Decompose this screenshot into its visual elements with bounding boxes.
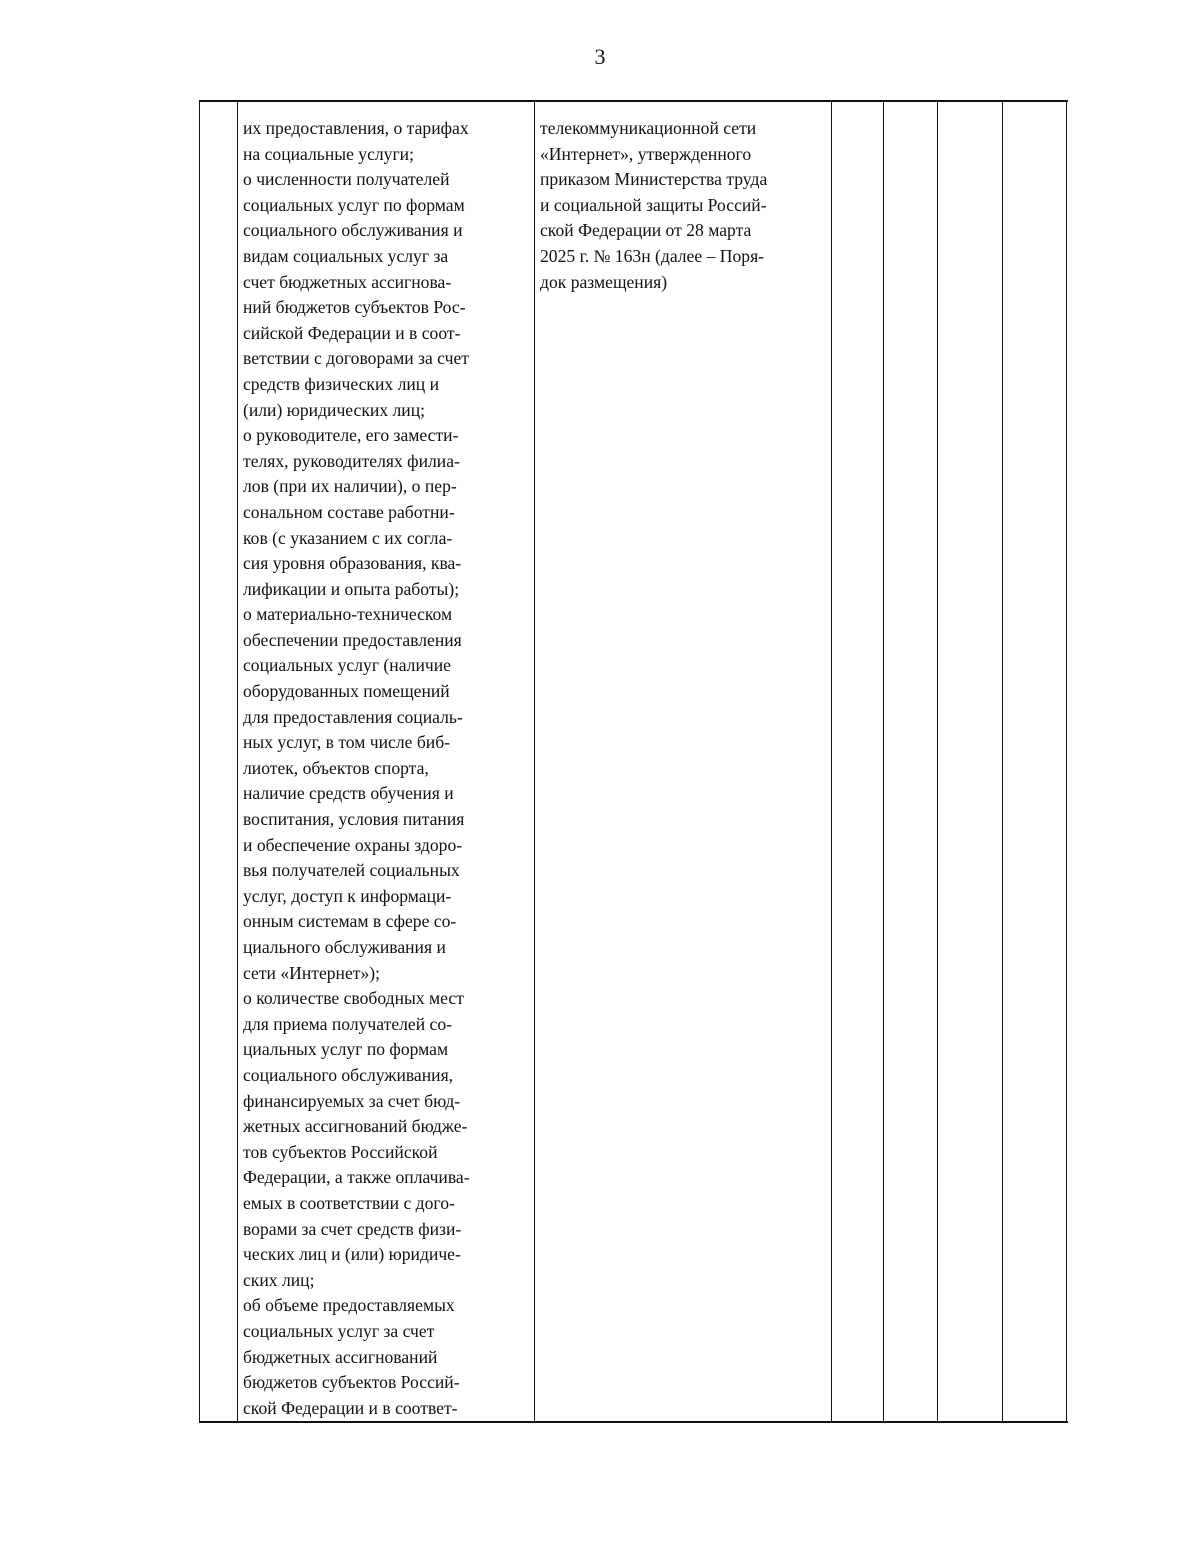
text-line: онным системам в сфере со-	[243, 911, 457, 932]
text-line: циального обслуживания и	[243, 937, 446, 957]
text-line: ний бюджетов субъектов Рос-	[243, 297, 466, 318]
text-line: жетных ассигнований бюдже-	[243, 1116, 468, 1137]
text-line: 2025 г. № 163н (далее – Поря-	[540, 245, 765, 266]
text-line: док размещения)	[540, 271, 668, 292]
text-line: и обеспечение охраны здоро-	[243, 834, 463, 855]
text-line: сети «Интернет»);	[243, 962, 381, 983]
text-line: ков (с указанием с их согла-	[243, 527, 453, 548]
text-line: и социальной защиты Россий-	[540, 194, 767, 215]
text-line: тов субъектов Российской	[243, 1141, 438, 1162]
text-line: социального обслуживания и	[243, 220, 463, 241]
text-line: для приема получателей со-	[243, 1013, 453, 1034]
column-divider	[937, 102, 938, 1421]
text-line: вья получателей социальных	[243, 860, 460, 881]
text-line: об объеме предоставляемых	[243, 1295, 455, 1316]
text-line: сональном составе работни-	[243, 501, 455, 522]
text-line: ворами за счет средств физи-	[243, 1218, 462, 1239]
text-line: сия уровня образования, ква-	[243, 553, 462, 574]
text-line: ской Федерации и в соответ-	[243, 1397, 458, 1418]
disclosure-content-cell	[243, 116, 470, 1421]
text-line: о руководителе, его замести-	[243, 425, 459, 446]
column-divider	[831, 102, 832, 1421]
text-line: лиотек, объектов спорта,	[243, 757, 429, 778]
text-line: бюджетных ассигнований	[243, 1346, 438, 1367]
text-line: сийской Федерации и в соот-	[243, 322, 461, 343]
legal-basis-cell	[540, 116, 767, 295]
text-line: лификации и опыта работы);	[243, 578, 460, 599]
column-divider	[199, 102, 200, 1421]
text-line: социального обслуживания,	[243, 1064, 454, 1085]
requirements-table	[199, 100, 1068, 1423]
text-line: о количестве свободных мест	[243, 988, 464, 1009]
text-line: телекоммуникационной сети	[540, 118, 757, 138]
column-divider	[534, 102, 535, 1421]
column-divider	[1066, 102, 1067, 1421]
text-line: на социальные услуги;	[243, 143, 414, 164]
text-line: социальных услуг (наличие	[243, 655, 451, 676]
text-line: приказом Министерства труда	[540, 169, 768, 190]
text-line: наличие средств обучения и	[243, 783, 454, 804]
text-line: о численности получателей	[243, 169, 450, 190]
text-line: «Интернет», утвержденного	[540, 143, 752, 164]
text-line: социальных услуг по формам	[243, 194, 465, 215]
text-line: ских лиц;	[243, 1269, 315, 1290]
text-line: о материально-техническом	[243, 604, 453, 625]
text-line: социальных услуг за счет	[243, 1320, 435, 1341]
text-line: видам социальных услуг за	[243, 245, 449, 266]
text-line: бюджетов субъектов Россий-	[243, 1372, 460, 1393]
text-line: Федерации, а также оплачива-	[243, 1167, 470, 1188]
text-line: емых в соответствии с дого-	[243, 1192, 455, 1213]
text-line: счет бюджетных ассигнова-	[243, 271, 452, 292]
text-line: циальных услуг по формам	[243, 1039, 449, 1060]
text-line: ческих лиц и (или) юридиче-	[243, 1244, 461, 1265]
text-line: телях, руководителях филиа-	[243, 450, 460, 471]
text-line: воспитания, условия питания	[243, 809, 465, 830]
text-line: ской Федерации от 28 марта	[540, 220, 752, 241]
text-line: услуг, доступ к информаци-	[243, 885, 452, 906]
text-line: лов (при их наличии), о пер-	[243, 476, 457, 497]
column-divider	[883, 102, 884, 1421]
text-line: средств физических лиц и	[243, 373, 440, 394]
column-divider	[237, 102, 238, 1421]
text-line: финансируемых за счет бюд-	[243, 1090, 461, 1111]
text-line: (или) юридических лиц;	[243, 399, 426, 420]
text-line: их предоставления, о тарифах	[243, 118, 469, 138]
text-line: оборудованных помещений	[243, 681, 450, 702]
text-line: ных услуг, в том числе биб-	[243, 732, 451, 753]
text-line: обеспечении предоставления	[243, 629, 462, 650]
column-divider	[1002, 102, 1003, 1421]
text-line: для предоставления социаль-	[243, 706, 463, 727]
text-line: ветствии с договорами за счет	[243, 348, 469, 369]
page-number: 3	[594, 44, 606, 69]
